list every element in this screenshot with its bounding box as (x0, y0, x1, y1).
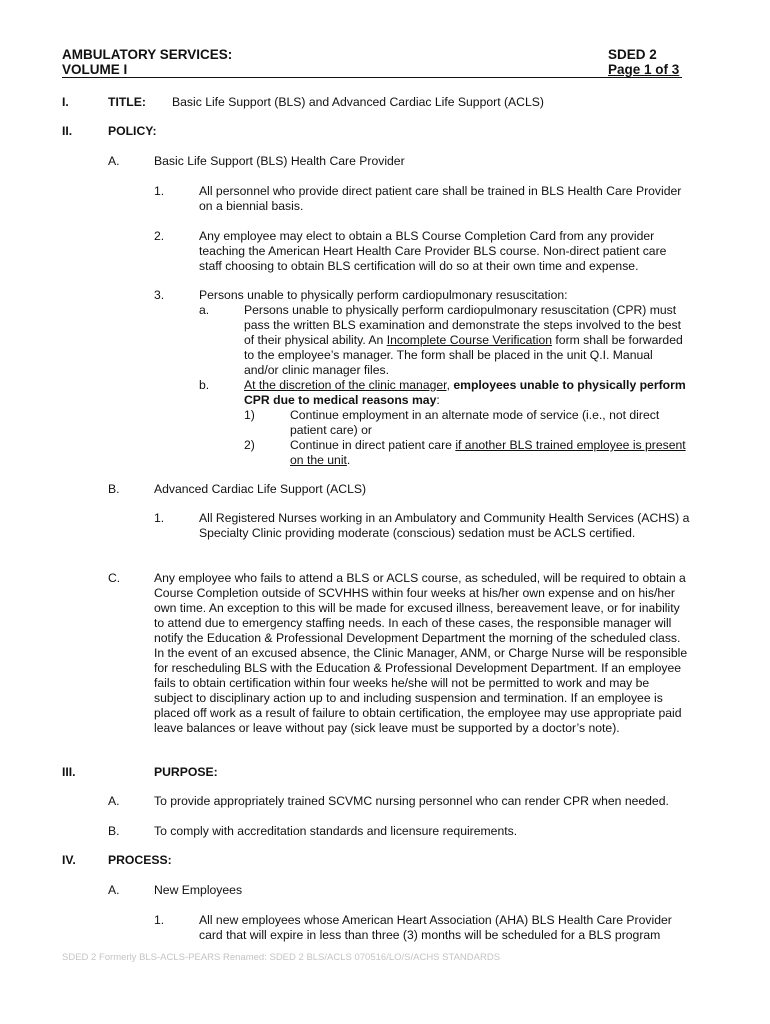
policy-c-line: fails to obtain certification within four weeks he/she will not be permitted to work and may be (154, 676, 650, 690)
section-label-process: PROCESS: (108, 853, 172, 867)
policy-a-3-b-text: : (436, 393, 440, 407)
header-department: AMBULATORY SERVICES: (62, 47, 233, 62)
policy-a-3-num: 3. (154, 288, 165, 302)
purpose-b-text: To comply with accreditation standards and licensure requirements. (154, 824, 518, 838)
policy-a-3-b-2-line (290, 438, 686, 453)
policy-c-line: Course Completion outside of SCVHHS within four weeks at his/her own expense and on his/her (154, 586, 675, 600)
policy-a-1-line: All personnel who provide direct patient care shall be trained in BLS Health Care Provider (199, 184, 682, 198)
policy-a-3-b-2-line (290, 453, 350, 468)
incomplete-course-verification-form: Incomplete Course Verification (386, 333, 553, 347)
purpose-a-text: To provide appropriately trained SCVMC nursing personnel who can render CPR when needed. (154, 794, 669, 808)
policy-a-3-a-line: and/or clinic manager files. (244, 363, 389, 377)
purpose-b-letter: B. (108, 824, 120, 838)
policy-a-3-b-1-line: Continue employment in an alternate mode of service (i.e., not direct (290, 408, 660, 422)
section-num-title: I. (62, 95, 69, 109)
policy-a-3-b-1-line: patient care) or (290, 423, 372, 437)
policy-c-line: subject to disciplinary action up to and including suspension and termination. If an employee is (154, 691, 663, 705)
section-num-policy: II. (62, 124, 73, 138)
policy-c-line: own time. An exception to this will be made for excused illness, bereavement leave, or for inability (154, 601, 680, 615)
process-a-1-line: All new employees whose American Heart Association (AHA) BLS Health Care Provider (199, 913, 672, 927)
policy-a-2-line: staff choosing to obtain BLS certification will do so at their own time and expense. (199, 259, 639, 273)
policy-a-3-b-line (244, 393, 440, 408)
section-label-policy: POLICY: (108, 124, 157, 138)
policy-a-3-b-2-num: 2) (244, 438, 255, 452)
policy-c-line: In the event of an excused absence, the Clinic Manager, ANM, or Charge Nurse will be responsible (154, 646, 688, 660)
policy-a-3-a-line: pass the written BLS examination and demonstrate the steps involved to the best (244, 318, 681, 332)
policy-b-letter: B. (108, 482, 120, 496)
policy-a-2-line: Any employee may elect to obtain a BLS Course Completion Card from any provider (199, 229, 655, 243)
section-label-title: TITLE: (108, 95, 146, 109)
policy-a-3-a-line: Persons unable to physically perform cardiopulmonary resuscitation (CPR) must (244, 303, 677, 317)
document-title: Basic Life Support (BLS) and Advanced Cardiac Life Support (ACLS) (172, 95, 544, 109)
policy-a-letter: A. (108, 154, 120, 168)
policy-a-3-b-letter: b. (199, 378, 210, 392)
section-label-purpose: PURPOSE: (154, 765, 218, 779)
policy-a-3-b-emphasis: CPR due to medical reasons may (244, 393, 437, 407)
policy-a-3-b-2-text: Continue in direct patient care (290, 438, 456, 452)
policy-c-line: placed off work as a result of failure to obtain certification, the employee may use appropriate paid (154, 706, 682, 720)
policy-a-3-line: Persons unable to physically perform cardiopulmonary resuscitation: (199, 288, 568, 302)
policy-a-3-b-2-condition: on the unit (290, 453, 347, 467)
policy-b-1-num: 1. (154, 511, 165, 525)
policy-a-3-b-2-text: . (346, 453, 351, 467)
policy-a-2-line: teaching the American Heart Health Care Provider BLS course. Non-direct patient care (199, 244, 667, 258)
policy-c-line: for rescheduling BLS with the Education & Professional Development Department. If an employee (154, 661, 682, 675)
policy-a-1-line: on a biennial basis. (199, 199, 304, 213)
process-a-1-line: card that will expire in less than three (3) months will be scheduled for a BLS program (199, 928, 661, 942)
process-a-heading: New Employees (154, 883, 243, 897)
purpose-a-letter: A. (108, 794, 120, 808)
process-a-letter: A. (108, 883, 120, 897)
header-volume: VOLUME I (62, 62, 128, 77)
policy-c-line: notify the Education & Professional Development Department the morning of the scheduled class. (154, 631, 681, 645)
header-page-number: Page 1 of 3 (608, 62, 680, 77)
policy-b-1-line: Specialty Clinic providing moderate (conscious) sedation must be ACLS certified. (199, 526, 636, 540)
policy-c-line: leave balances or leave without pay (sick leave must be supported by a doctor’s note). (154, 721, 620, 735)
policy-b-heading: Advanced Cardiac Life Support (ACLS) (154, 482, 367, 496)
section-num-purpose: III. (62, 765, 76, 779)
policy-a-1-num: 1. (154, 184, 165, 198)
policy-c-line: Any employee who fails to attend a BLS or ACLS course, as scheduled, will be required to obtain a (154, 571, 686, 585)
policy-a-3-b-emphasis: employees unable to physically perform (453, 378, 686, 392)
process-a-1-num: 1. (154, 913, 165, 927)
header-rule (62, 77, 682, 78)
header-doc-code: SDED 2 (608, 47, 657, 62)
policy-a-heading: Basic Life Support (BLS) Health Care Provider (154, 154, 405, 168)
policy-b-1-line: All Registered Nurses working in an Ambulatory and Community Health Services (ACHS) a (199, 511, 690, 525)
section-num-process: IV. (62, 853, 76, 867)
policy-c-line: to attend due to emergency staffing needs. In each of these cases, the responsible manager will (154, 616, 672, 630)
policy-a-3-a-letter: a. (199, 303, 210, 317)
policy-a-3-b-line (244, 378, 686, 393)
policy-a-3-a-line: to the employee’s manager. The form shall be placed in the unit Q.I. Manual (244, 348, 653, 362)
clinic-manager-discretion: At the discretion of the clinic manager (244, 378, 447, 392)
policy-a-3-a-line (244, 333, 683, 348)
policy-a-3-a-text: of their physical ability. An (244, 333, 387, 347)
policy-a-3-b-2-condition: if another BLS trained employee is present (455, 438, 686, 452)
policy-a-3-b-text: , (446, 378, 454, 392)
page-footer: SDED 2 Formerly BLS-ACLS-PEARS Renamed: SDED 2 BLS/ACLS 070516/LO/S/ACHS STANDARDS (62, 952, 501, 963)
policy-a-3-b-1-num: 1) (244, 408, 255, 422)
policy-a-2-num: 2. (154, 229, 165, 243)
policy-a-3-a-text: form shall be forwarded (552, 333, 683, 347)
policy-c-letter: C. (108, 571, 121, 585)
